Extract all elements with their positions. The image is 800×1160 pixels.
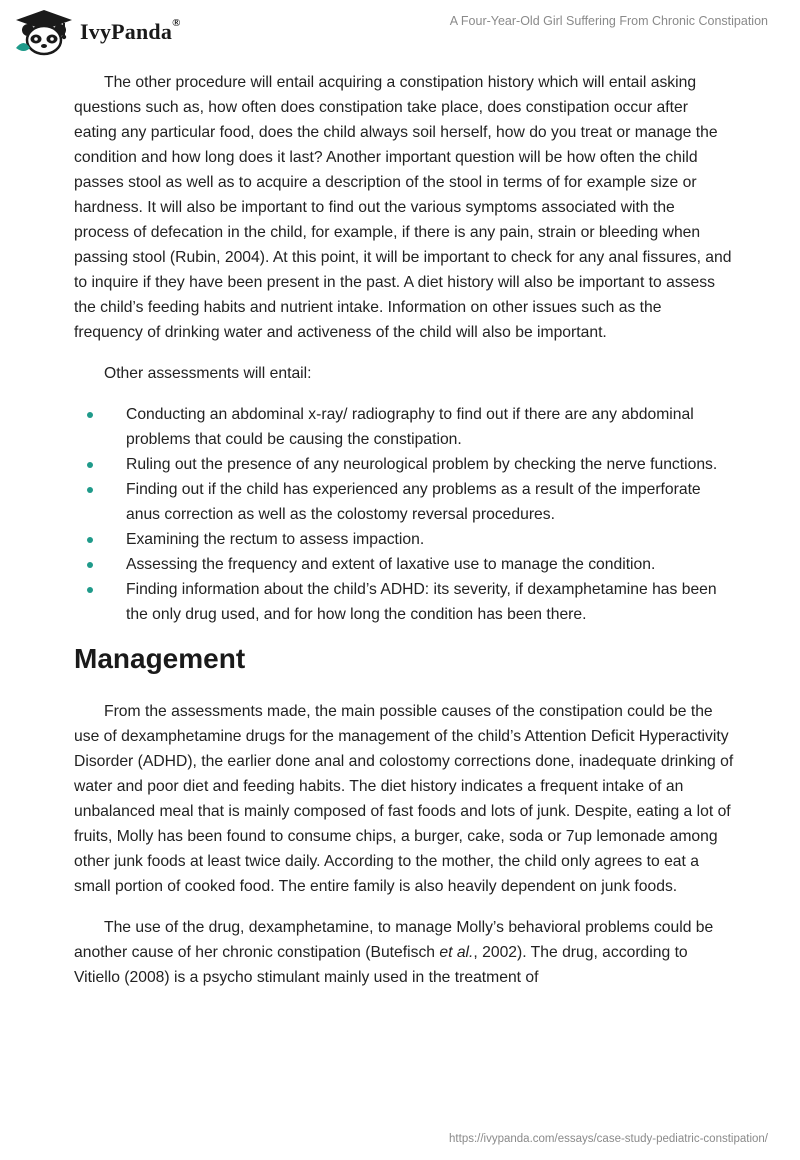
ivypanda-logo[interactable]	[14, 8, 181, 56]
paragraph-other-assessments: Other assessments will entail:	[104, 365, 312, 382]
list-item: Assessing the frequency and extent of laxative use to manage the condition.	[74, 552, 734, 577]
bullet-icon	[87, 537, 93, 543]
bullet-icon	[87, 462, 93, 468]
logo-text: IvyPanda®	[80, 17, 181, 44]
source-url[interactable]: https://ivypanda.com/essays/case-study-pediatric-constipation/	[449, 1133, 768, 1145]
essay-content	[74, 70, 734, 1006]
bullet-icon	[87, 412, 93, 418]
list-item: Ruling out the presence of any neurological problem by checking the nerve functions.	[74, 452, 734, 477]
assessment-list	[74, 402, 734, 627]
list-item: Finding out if the child has experienced any problems as a result of the imperforate anus correction as well as the colostomy reversal procedures.	[74, 477, 734, 527]
paragraph-causes: From the assessments made, the main possible causes of the constipation could be the use of dexamphetamine drugs for the management of the child’s Attention Deficit Hyperactivity Disorder (ADHD), the earlier done anal and colostomy corrections done, inadequate drinking of water and poor diet and feeding habits. The diet history indicates a frequent intake of an unbalanced meal that is mainly composed of fast foods and lots of junk. Despite, eating a lot of fruits, Molly has been found to consume chips, a burger, cake, soda or 7up lemonade among other junk foods at least twice daily. According to the mother, the child only agrees to eat a small portion of cooked food. The entire family is also heavily dependent on junk foods.	[74, 703, 734, 895]
bullet-icon	[87, 562, 93, 568]
document-title: A Four-Year-Old Girl Suffering From Chronic Constipation	[449, 14, 768, 28]
list-item: Conducting an abdominal x-ray/ radiography to find out if there are any abdominal problems that could be causing the constipation.	[74, 402, 734, 452]
panda-graduation-icon	[14, 8, 74, 56]
page-header	[0, 0, 800, 70]
paragraph-dexamphetamine: The use of the drug, dexamphetamine, to manage Molly’s behavioral problems could be another cause of her chronic constipation (Butefisch et al., 2002). The drug, according to Vitiello (2008) is a psycho stimulant mainly used in the treatment of	[74, 919, 714, 986]
paragraph-constipation-history: The other procedure will entail acquiring a constipation history which will entail asking questions such as, how often does constipation take place, does constipation occur after eating any particular food, does the child always soil herself, how do you treat or manage the condition and how long does it last? Another important question will be how often the child passes stool as well as to acquire a description of the stool in terms of for example size or hardness. It will also be important to find out the various symptoms associated with the process of defecation in the child, for example, if there is any pain, strain or bleeding when passing stool (Rubin, 2004). At this point, it will be important to check for any anal fissures, and to inquire if they have been present in the past. A diet history will also be important to assess the child’s feeding habits and nutrient intake. Information on other issues such as the frequency of drinking water and activeness of the child will also be important.	[74, 74, 732, 341]
bullet-icon	[87, 487, 93, 493]
list-item: Finding information about the child’s ADHD: its severity, if dexamphetamine has been the only drug used, and for how long the condition has been there.	[74, 577, 734, 627]
list-item: Examining the rectum to assess impaction.	[74, 527, 734, 552]
section-heading-management: Management	[74, 643, 246, 674]
bullet-icon	[87, 587, 93, 593]
